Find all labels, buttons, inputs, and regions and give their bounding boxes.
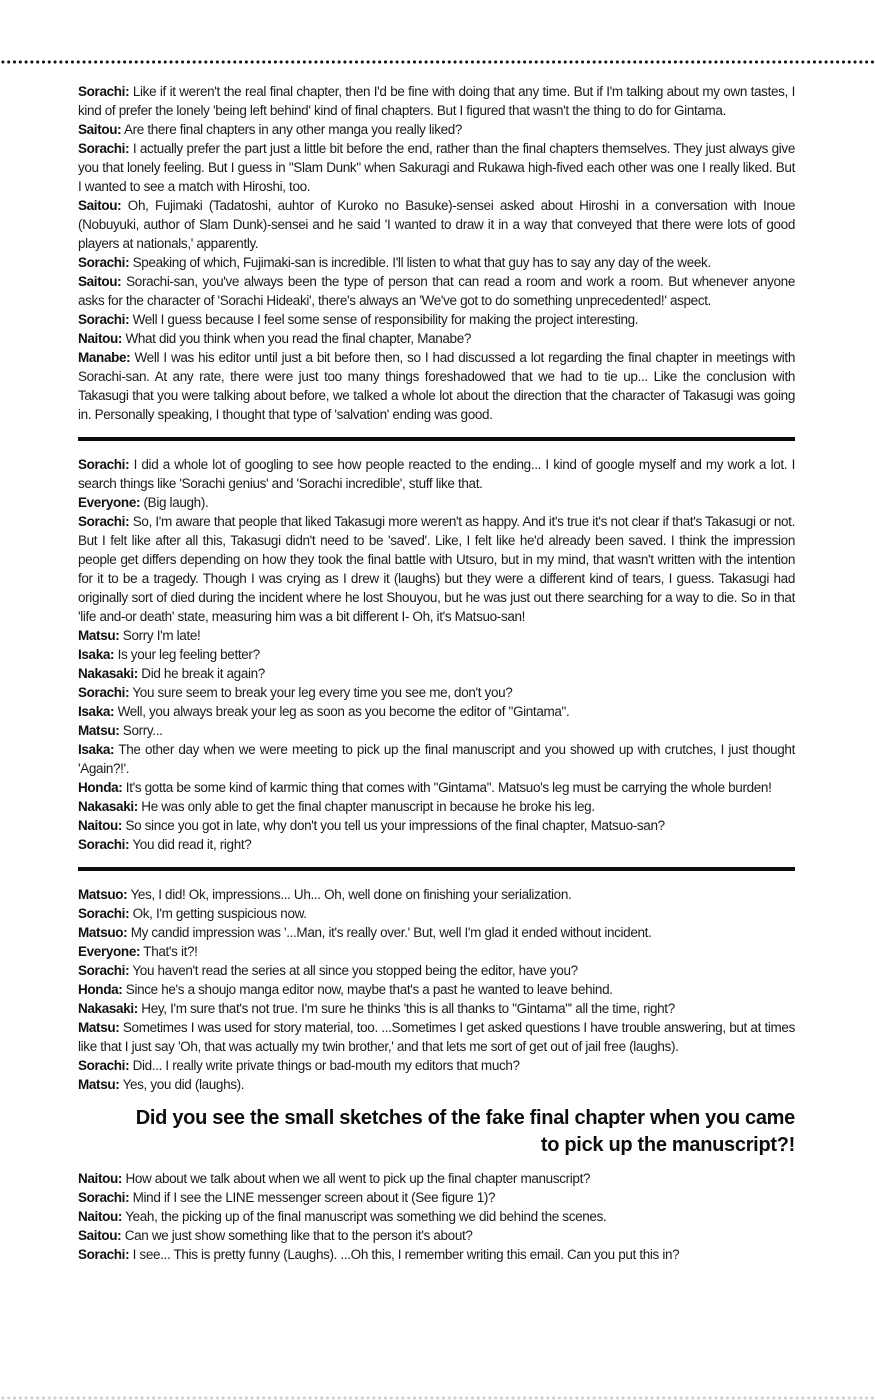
speaker-name: Sorachi: xyxy=(78,141,130,156)
dialogue-text: Ok, I'm getting suspicious now. xyxy=(129,906,307,921)
speaker-name: Sorachi: xyxy=(78,1190,130,1205)
dialogue-text: My candid impression was '...Man, it's really over.' But, well I'm glad it ended without incident. xyxy=(127,925,652,940)
dialogue-line xyxy=(78,310,795,329)
dialogue-text: What did you think when you read the final chapter, Manabe? xyxy=(122,331,472,346)
speaker-name: Naitou: xyxy=(78,1209,123,1224)
speaker-name: Sorachi: xyxy=(78,84,130,99)
dialogue-line xyxy=(78,702,795,721)
dialogue-text: Well I guess because I feel some sense of responsibility for making the project interesting. xyxy=(129,312,639,327)
dialogue-text: So, I'm aware that people that liked Takasugi more weren't as happy. And it's true it's not clear if that's Takasugi or not. But I felt like after all this, Takasugi didn't need to be 'saved'. Like, I felt like he'd already been saved. I think the impression people get differs depending on how they took the final battle with Utsuro, but in my mind, that wasn't written with the intention for it to be a tragedy. Though I was crying as I drew it (laughs) but they were a different kind of tears, I guess. Takasugi had originally sort of died during the incident where he lost Shouyou, but he was just out there searching for a way to die. So in that 'life and-or death' state, measuring him was a bit different I- Oh, it's Matsuo-san! xyxy=(78,514,795,624)
dialogue-text: Are there final chapters in any other manga you really liked? xyxy=(121,122,463,137)
dialogue-text: How about we talk about when we all went to pick up the final chapter manuscript? xyxy=(122,1171,591,1186)
heading-line-2: to pick up the manuscript?! xyxy=(540,1134,795,1156)
dialogue-line xyxy=(78,272,795,310)
dialogue-text: Yes, you did (laughs). xyxy=(119,1077,245,1092)
dialogue-text: I see... This is pretty funny (Laughs). ...Oh this, I remember writing this email. Can you put this in? xyxy=(129,1247,680,1262)
speaker-name: Everyone: xyxy=(78,495,141,510)
speaker-name: Naitou: xyxy=(78,818,123,833)
speaker-name: Sorachi: xyxy=(78,963,130,978)
dialogue-line xyxy=(78,348,795,424)
dialogue-text: Sorachi-san, you've always been the type of person that can read a room and work a room. But whenever anyone asks for the character of 'Sorachi Hideaki', there's always an 'We've got to do something unprecedented!' aspect. xyxy=(78,274,795,308)
dialogue-line xyxy=(78,904,795,923)
dialogue-line xyxy=(78,1075,795,1094)
dialogue-text: Mind if I see the LINE messenger screen about it (See figure 1)? xyxy=(129,1190,496,1205)
dialogue-line xyxy=(78,1056,795,1075)
dialogue-text: Yes, I did! Ok, impressions... Uh... Oh, well done on finishing your serialization. xyxy=(127,887,572,902)
dialogue-text: Sometimes I was used for story material, too. ...Sometimes I get asked questions I have trouble answering, but at times like that I just say 'Oh, that was actually my twin brother,' and that lets me sort of get out of jail free (laughs). xyxy=(78,1020,795,1054)
speaker-name: Matsuo: xyxy=(78,925,128,940)
dialogue-line xyxy=(78,835,795,854)
dialogue-text: That's it?! xyxy=(140,944,198,959)
speaker-name: Naitou: xyxy=(78,331,123,346)
speaker-name: Honda: xyxy=(78,780,123,795)
speaker-name: Sorachi: xyxy=(78,514,130,529)
section-divider xyxy=(78,437,795,441)
dialogue-text: Can we just show something like that to the person it's about? xyxy=(121,1228,473,1243)
dialogue-text: Since he's a shoujo manga editor now, maybe that's a past he wanted to leave behind. xyxy=(122,982,613,997)
speaker-name: Saitou: xyxy=(78,198,122,213)
dialogue-line xyxy=(78,942,795,961)
dialogue-text: He was only able to get the final chapter manuscript in because he broke his leg. xyxy=(137,799,595,814)
speaker-name: Saitou: xyxy=(78,274,122,289)
speaker-name: Naitou: xyxy=(78,1171,123,1186)
dialogue-text: Speaking of which, Fujimaki-san is incredible. I'll listen to what that guy has to say any day of the week. xyxy=(129,255,711,270)
speaker-name: Isaka: xyxy=(78,742,115,757)
interview-question-heading xyxy=(78,1105,795,1159)
dialogue-line xyxy=(78,493,795,512)
dialogue-text: I did a whole lot of googling to see how people reacted to the ending... I kind of google myself and my work a lot. I search things like 'Sorachi genius' and 'Sorachi incredible', stuff like that. xyxy=(78,457,795,491)
speaker-name: Sorachi: xyxy=(78,1058,130,1073)
speaker-name: Isaka: xyxy=(78,647,115,662)
dialogue-line xyxy=(78,999,795,1018)
dialogue-text: Like if it weren't the real final chapter, then I'd be fine with doing that any time. But if I'm talking about my own tastes, I kind of prefer the lonely 'being left behind' kind of final chapters. But I figured that wasn't the thing to do for Gintama. xyxy=(78,84,795,118)
dialogue-text: Did he break it again? xyxy=(137,666,265,681)
dialogue-line xyxy=(78,816,795,835)
speaker-name: Matsuo: xyxy=(78,887,128,902)
dialogue-line xyxy=(78,740,795,778)
dialogue-text: You sure seem to break your leg every time you see me, don't you? xyxy=(129,685,513,700)
dialogue-line xyxy=(78,980,795,999)
dialogue-line xyxy=(78,139,795,196)
dialogue-line xyxy=(78,1018,795,1056)
dialogue-section-2 xyxy=(78,455,795,854)
speaker-name: Manabe: xyxy=(78,350,131,365)
speaker-name: Sorachi: xyxy=(78,255,130,270)
bottom-dotted-divider xyxy=(0,1396,875,1400)
dialogue-line xyxy=(78,1245,795,1264)
speaker-name: Matsu: xyxy=(78,723,120,738)
dialogue-text: Is your leg feeling better? xyxy=(114,647,260,662)
top-dotted-divider xyxy=(0,60,875,64)
speaker-name: Saitou: xyxy=(78,122,122,137)
dialogue-line xyxy=(78,664,795,683)
dialogue-text: Did... I really write private things or bad-mouth my editors that much? xyxy=(129,1058,520,1073)
dialogue-text: Sorry... xyxy=(119,723,163,738)
dialogue-line xyxy=(78,626,795,645)
dialogue-text: You haven't read the series at all since you stopped being the editor, have you? xyxy=(129,963,578,978)
speaker-name: Matsu: xyxy=(78,1077,120,1092)
speaker-name: Nakasaki: xyxy=(78,666,138,681)
dialogue-section-3 xyxy=(78,885,795,1094)
speaker-name: Sorachi: xyxy=(78,312,130,327)
dialogue-line xyxy=(78,645,795,664)
speaker-name: Nakasaki: xyxy=(78,1001,138,1016)
dialogue-line xyxy=(78,1207,795,1226)
dialogue-line xyxy=(78,1188,795,1207)
dialogue-line xyxy=(78,1226,795,1245)
speaker-name: Sorachi: xyxy=(78,685,130,700)
dialogue-text: The other day when we were meeting to pick up the final manuscript and you showed up with crutches, I just thought 'Again?!'. xyxy=(78,742,795,776)
section-divider xyxy=(78,867,795,871)
dialogue-line xyxy=(78,683,795,702)
dialogue-line xyxy=(78,885,795,904)
dialogue-line xyxy=(78,797,795,816)
speaker-name: Matsu: xyxy=(78,1020,120,1035)
content-column xyxy=(78,82,795,1264)
speaker-name: Sorachi: xyxy=(78,906,130,921)
dialogue-line xyxy=(78,82,795,120)
dialogue-text: Sorry I'm late! xyxy=(119,628,201,643)
dialogue-line xyxy=(78,196,795,253)
speaker-name: Nakasaki: xyxy=(78,799,138,814)
dialogue-text: Well, you always break your leg as soon as you become the editor of "Gintama". xyxy=(114,704,570,719)
dialogue-text: Hey, I'm sure that's not true. I'm sure he thinks 'this is all thanks to "Gintama"' all the time, right? xyxy=(137,1001,675,1016)
dialogue-section-4 xyxy=(78,1169,795,1264)
speaker-name: Matsu: xyxy=(78,628,120,643)
dialogue-section-1 xyxy=(78,82,795,424)
dialogue-line xyxy=(78,253,795,272)
dialogue-text: (Big laugh). xyxy=(140,495,209,510)
dialogue-line xyxy=(78,778,795,797)
dialogue-line xyxy=(78,923,795,942)
heading-line-1: Did you see the small sketches of the fake final chapter when you came xyxy=(135,1107,795,1129)
dialogue-line xyxy=(78,721,795,740)
dialogue-line xyxy=(78,329,795,348)
dialogue-line xyxy=(78,1169,795,1188)
speaker-name: Honda: xyxy=(78,982,123,997)
speaker-name: Everyone: xyxy=(78,944,141,959)
speaker-name: Sorachi: xyxy=(78,457,130,472)
dialogue-text: So since you got in late, why don't you tell us your impressions of the final chapter, Matsuo-san? xyxy=(122,818,665,833)
dialogue-text: Yeah, the picking up of the final manuscript was something we did behind the scenes. xyxy=(122,1209,607,1224)
dialogue-text: Oh, Fujimaki (Tadatoshi, auhtor of Kuroko no Basuke)-sensei asked about Hiroshi in a conversation with Inoue (Nobuyuki, author of Slam Dunk)-sensei and he said 'I wanted to draw it in a way that conveyed that there were lots of good players at nationals,' apparently. xyxy=(78,198,795,251)
dialogue-line xyxy=(78,455,795,493)
dialogue-line xyxy=(78,120,795,139)
speaker-name: Isaka: xyxy=(78,704,115,719)
dialogue-text: You did read it, right? xyxy=(129,837,252,852)
dialogue-text: I actually prefer the part just a little bit before the end, rather than the final chapters themselves. They just always give you that lonely feeling. But I guess in "Slam Dunk" when Sakuragi and Rukawa high-fived each other was one I really liked. But I wanted to see a match with Hiroshi, too. xyxy=(78,141,795,194)
dialogue-line xyxy=(78,961,795,980)
dialogue-line xyxy=(78,512,795,626)
speaker-name: Sorachi: xyxy=(78,1247,130,1262)
speaker-name: Sorachi: xyxy=(78,837,130,852)
dialogue-text: Well I was his editor until just a bit before then, so I had discussed a lot regarding the final chapter in meetings with Sorachi-san. At any rate, there were just too many things foreshadowed that we had to tie up... Like the conclusion with Takasugi that you were talking about before, we talked a whole lot about the direction that the character of Takasugi was going in. Personally speaking, I thought that type of 'salvation' ending was good. xyxy=(78,350,795,422)
speaker-name: Saitou: xyxy=(78,1228,122,1243)
dialogue-text: It's gotta be some kind of karmic thing that comes with "Gintama". Matsuo's leg must be carrying the whole burden! xyxy=(122,780,772,795)
